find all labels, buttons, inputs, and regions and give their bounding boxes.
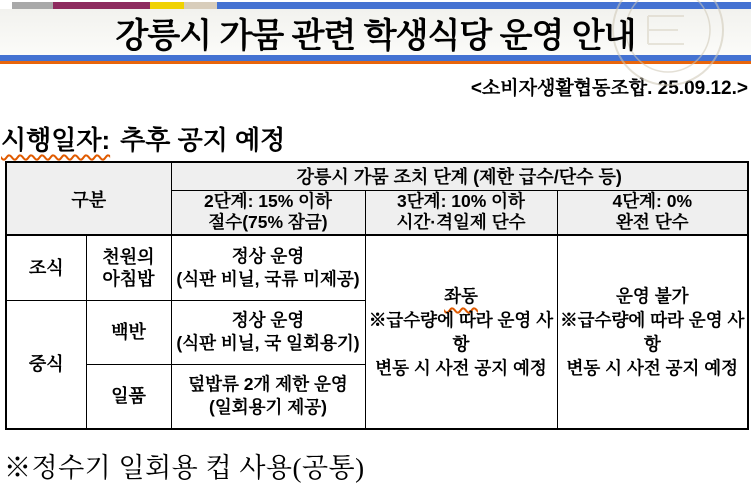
stage4-cell-note-line1: ※급수량에 따라 운영 사항 (560, 310, 745, 354)
bar-segment-gray (12, 2, 53, 9)
stage3-header-line1: 3단계: 10% 이하 (397, 191, 525, 212)
effective-date-value: 추후 공지 예정 (120, 125, 286, 155)
corner-header-cell (6, 162, 171, 235)
stage3-header-line2: 시간·격일제 단수 (396, 212, 526, 233)
stage3-cell-note-line2: 변동 시 사전 공지 예정 (375, 358, 547, 378)
meal-lunch-cell: 중식 (6, 300, 86, 429)
stage2-header-line1: 2단계: 15% 이하 (204, 191, 332, 212)
operations-table (5, 161, 749, 430)
stage4-cell-note-line2: 변동 시 사전 공지 예정 (566, 358, 739, 378)
stage2-lunch1-cell (171, 300, 365, 364)
stage3-cell-title: 좌동 (444, 286, 478, 306)
stage2-breakfast-line2: (식판 비닐, 국류 미제공) (176, 268, 360, 289)
effective-date-line (1, 120, 285, 157)
stage2-breakfast-line1: 정상 운영 (231, 245, 305, 266)
page-title: 강릉시 가뭄 관련 학생식당 운영 안내 (115, 16, 636, 55)
row-breakfast (6, 235, 748, 300)
stage3-header-cell (365, 190, 557, 235)
stage2-lunch1-line1: 정상 운영 (231, 310, 305, 330)
meal-breakfast-cell: 조식 (6, 235, 86, 300)
group-header-label: 강릉시 가뭄 조치 단계 (제한 급수/단수 등) (296, 167, 622, 188)
stage2-lunch2-cell (171, 364, 365, 429)
stage4-header-cell (557, 190, 748, 235)
stage2-lunch2-line1: 덮밥류 2개 제한 운영 (188, 374, 348, 395)
menu-breakfast-line2: 아침밥 (102, 268, 155, 289)
source-note: <소비자생활협동조합. 25.09.12.> (470, 78, 748, 99)
stage3-cell-note-line1: ※급수량에 따라 운영 사항 (368, 310, 554, 354)
menu-breakfast-line1: 천원의 (102, 246, 155, 267)
effective-date-label: 시행일자: (1, 125, 111, 155)
menu-lunch2-cell: 일품 (86, 364, 171, 429)
stage2-lunch2-line2: (일회용기 제공) (209, 397, 327, 418)
stage4-header-line1: 4단계: 0% (612, 191, 693, 212)
stage2-header-line2: 절수(75% 잠금) (208, 212, 328, 233)
menu-breakfast-cell (86, 235, 171, 300)
table-header-row-1 (6, 162, 748, 190)
stage4-merged-cell (557, 235, 748, 429)
stage3-merged-cell (365, 235, 557, 429)
stage2-header-cell (171, 190, 365, 235)
corner-label: 구분 (71, 189, 107, 210)
stage4-cell-title: 운영 불가 (616, 286, 689, 306)
stage2-lunch1-line2: (식판 비닐, 국 일회용기) (176, 333, 360, 353)
stage2-breakfast-cell (171, 235, 365, 300)
footer-note: ※정수기 일회용 컵 사용(공통) (4, 453, 365, 483)
group-header-cell (171, 162, 748, 190)
menu-lunch1-cell: 백반 (86, 300, 171, 364)
stage4-header-line2: 완전 단수 (616, 212, 689, 233)
